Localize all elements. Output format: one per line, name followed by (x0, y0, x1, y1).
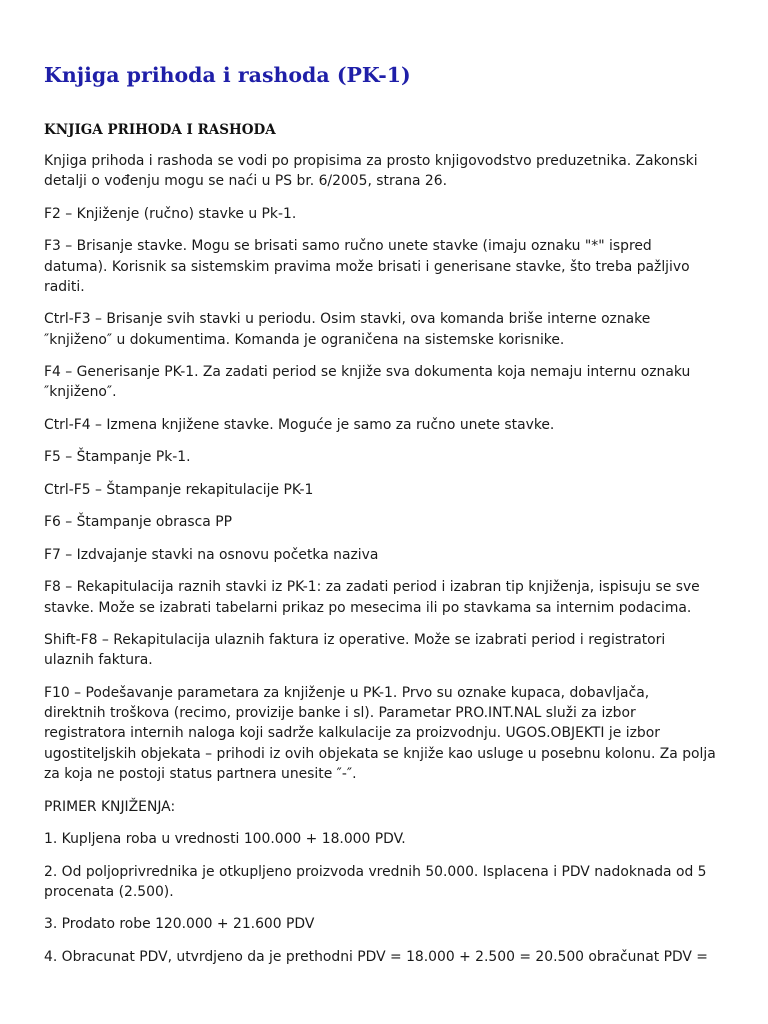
paragraph-line: detalji o vođenju mogu se naći u PS br. 6/2005, strana 26. (44, 173, 448, 190)
paragraph-line: F5 – Štampanje Pk-1. (44, 449, 191, 466)
paragraph (44, 545, 734, 565)
paragraph-line: F6 – Štampanje obrasca PP (44, 514, 232, 531)
paragraph-line: Ctrl-F3 – Brisanje svih stavki u periodu. Osim stavki, ova komanda briše interne oznake (44, 311, 651, 328)
paragraph-line: F7 – Izdvajanje stavki na osnovu početka naziva (44, 546, 379, 563)
section-heading: KNJIGA PRIHODA I RASHODA (44, 122, 276, 138)
paragraph (44, 947, 734, 967)
paragraph-line: PRIMER KNJIŽENJA: (44, 798, 176, 815)
paragraph (44, 577, 734, 618)
paragraph-line: direktnih troškova (recimo, provizije banke i sl). Parametar PRO.INT.NAL služi za izbor (44, 705, 636, 722)
paragraph-line: F4 – Generisanje PK-1. Za zadati period se knjiže sva dokumenta koja nemaju internu oznaku (44, 364, 691, 381)
paragraph-line: ″knjiženo″. (44, 384, 117, 401)
paragraph-line: raditi. (44, 278, 85, 295)
paragraph-line: ″knjiženo″ u dokumentima. Komanda je ograničena na sistemske korisnike. (44, 331, 565, 348)
paragraph (44, 151, 734, 192)
paragraph-line: Shift-F8 – Rekapitulacija ulaznih faktura iz operative. Može se izabrati period i registratori (44, 632, 666, 649)
paragraph-line: 4. Obracunat PDV, utvrdjeno da je prethodni PDV = 18.000 + 2.500 = 20.500 obračunat PDV = (44, 948, 708, 965)
paragraph (44, 415, 734, 435)
paragraph-line: procenata (2.500). (44, 883, 174, 900)
page-title: Knjiga prihoda i rashoda (PK-1) (44, 63, 411, 87)
paragraph (44, 797, 734, 817)
paragraph (44, 683, 734, 784)
document-page (44, 0, 734, 979)
paragraph-line: datuma). Korisnik sa sistemskim pravima može brisati i generisane stavke, što treba pažljivo (44, 258, 690, 275)
paragraph-line: 2. Od poljoprivrednika je otkupljeno proizvoda vrednih 50.000. Isplacena i PDV nadoknada od 5 (44, 863, 707, 880)
paragraph-line: F3 – Brisanje stavke. Mogu se brisati samo ručno unete stavke (imaju oznaku "*" ispred (44, 238, 652, 255)
paragraph (44, 630, 734, 671)
paragraph-line: za koja ne postoji status partnera unesite ″-″. (44, 766, 357, 783)
paragraph (44, 829, 734, 849)
paragraph (44, 862, 734, 903)
paragraph-line: F8 – Rekapitulacija raznih stavki iz PK-1: za zadati period i izabran tip knjiženja, ispisuju se sve (44, 579, 700, 596)
paragraph (44, 914, 734, 934)
paragraph (44, 447, 734, 467)
paragraph-line: 3. Prodato robe 120.000 + 21.600 PDV (44, 916, 315, 933)
paragraph (44, 309, 734, 350)
paragraph (44, 236, 734, 297)
paragraph-line: F10 – Podešavanje parametara za knjiženje u PK-1. Prvo su oznake kupaca, dobavljača, (44, 684, 650, 701)
document-body (44, 151, 734, 967)
paragraph-line: F2 – Knjiženje (ručno) stavke u Pk-1. (44, 205, 297, 222)
paragraph-line: ugostiteljskih objekata – prihodi iz ovih objekata se knjiže kao usluge u posebnu kolonu. Za polja (44, 745, 716, 762)
paragraph-line: Ctrl-F5 – Štampanje rekapitulacije PK-1 (44, 481, 314, 498)
paragraph (44, 362, 734, 403)
paragraph (44, 512, 734, 532)
paragraph-line: 1. Kupljena roba u vrednosti 100.000 + 18.000 PDV. (44, 831, 406, 848)
paragraph-line: Knjiga prihoda i rashoda se vodi po propisima za prosto knjigovodstvo preduzetnika. Zakonski (44, 153, 698, 169)
paragraph-line: ulaznih faktura. (44, 652, 153, 669)
paragraph-line: stavke. Može se izabrati tabelarni prikaz po mesecima ili po stavkama sa internim podacima. (44, 599, 692, 616)
paragraph-line: registratora internih naloga koji sadrže kalkulacije za proizvodnju. UGOS.OBJEKTI je izbor (44, 725, 660, 742)
paragraph (44, 480, 734, 500)
paragraph (44, 204, 734, 224)
paragraph-line: Ctrl-F4 – Izmena knjižene stavke. Moguće je samo za ručno unete stavke. (44, 416, 555, 433)
